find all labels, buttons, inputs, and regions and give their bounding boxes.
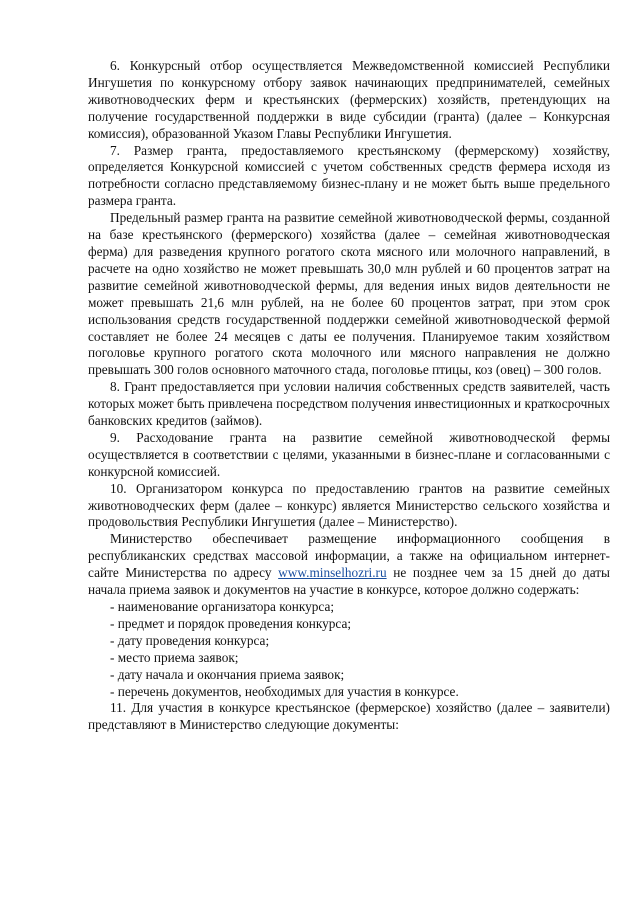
list-item-date: - дату проведения конкурса;	[110, 632, 270, 648]
document-page	[88, 58, 610, 734]
list-item-documents: - перечень документов, необходимых для участия в конкурсе.	[110, 683, 459, 699]
paragraph-8: 8. Грант предоставляется при условии наличия собственных средств заявителей, часть которых может быть привлечена посредством получения инвестиционных и краткосрочных банковских кредитов (займов).	[88, 379, 610, 429]
paragraph-7: 7. Размер гранта, предоставляемого крестьянскому (фермерскому) хозяйству, определяется Конкурсной комиссией с учетом собственных средств фермера исходя из потребности согласно представляемому бизнес-плану и не может быть выше предельного размера гранта.	[88, 142, 610, 209]
paragraph-6: 6. Конкурсный отбор осуществляется Межведомственной комиссией Республики Ингушетия по конкурсному отбору заявок начинающих предпринимателей, семейных животноводческих ферм и крестьянских (фермерских) хозяйств, претендующих на получение государственной поддержки в виде субсидии (гранта) (далее – Конкурсная комиссия), образованной Указом Главы Республики Ингушетия.	[88, 58, 610, 141]
list-item-organizer: - наименование организатора конкурса;	[110, 599, 335, 614]
list-item-period: - дату начала и окончания приема заявок;	[110, 666, 345, 682]
notice-text-after: не позднее чем за 15 дней до даты начала приема заявок и документов на участие в конкурсе, которое должно содержать:	[88, 565, 610, 598]
notice-text-before: Министерство обеспечивает размещение информационного сообщения в республиканских средствах массовой информации, а также на официальном интернет-сайте Министерства по адресу	[88, 531, 610, 581]
ministry-website-link[interactable]: www.minselhozri.ru	[278, 565, 387, 581]
paragraph-9: 9. Расходование гранта на развитие семейной животноводческой фермы осуществляется в соответствии с целями, указанными в бизнес-плане и согласованными с конкурсной комиссией.	[88, 429, 610, 479]
list-item-place: - место приема заявок;	[110, 649, 239, 665]
paragraph-10: 10. Организатором конкурса по предоставлению грантов на развитие семейных животноводческих ферм (далее – конкурс) является Министерство сельского хозяйства и продовольствия Республики Ингушетия (далее – Министерство).	[88, 480, 610, 530]
paragraph-10-ministry-notice	[88, 531, 610, 599]
list-item-subject: - предмет и порядок проведения конкурса;	[110, 615, 352, 631]
paragraph-7-grant-limit: Предельный размер гранта на развитие семейной животноводческой фермы, созданной на базе крестьянского (фермерского) хозяйства (далее – семейная животноводческая ферма) для разведения крупного рогатого скота мясного или молочного направлений, в расчете на одно хозяйство не может превышать 30,0 млн рублей и 60 процентов затрат на развитие семейной животноводческой фермы, для ведения иных видов деятельности не может превышать 21,6 млн рублей, на не более 60 процентов затрат, при этом срок использования средств государственной поддержки семейной животноводческой фермой составляет не более 24 месяцев с даты ее получения. Планируемое таким хозяйством поголовье крупного рогатого скота молочного или мясного направления не должно превышать 300 голов основного маточного стада, поголовье птицы, коз (овец) – 300 голов.	[88, 210, 610, 378]
paragraph-11: 11. Для участия в конкурсе крестьянское (фермерское) хозяйство (далее – заявители) представляют в Министерство следующие документы:	[88, 700, 610, 733]
